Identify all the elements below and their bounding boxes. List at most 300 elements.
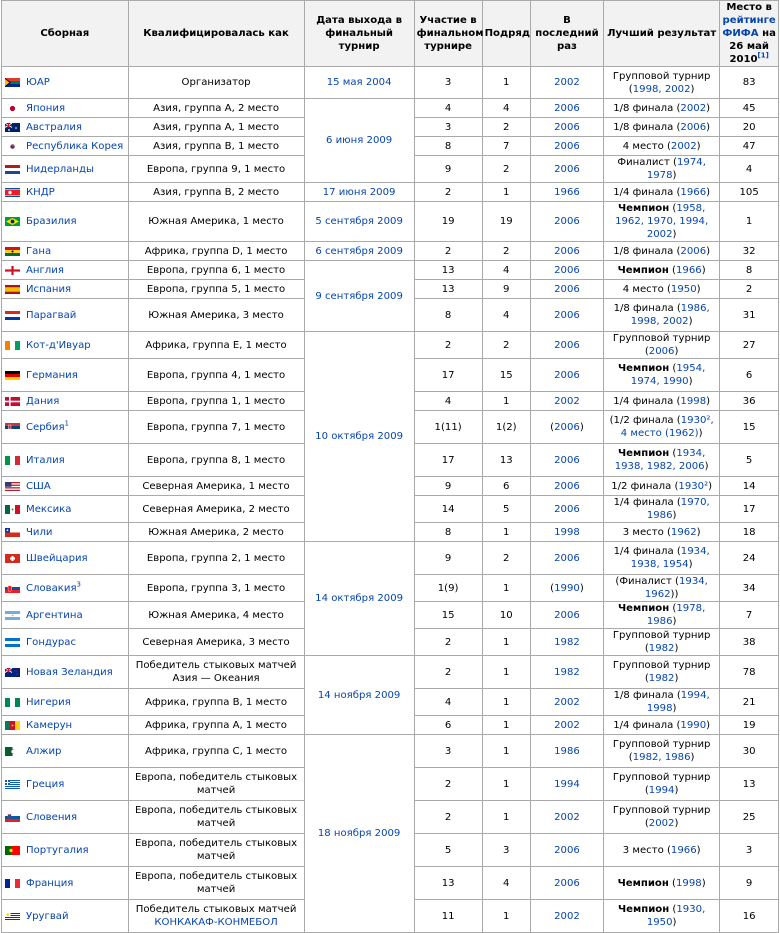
team-link[interactable]: Кот-д'Ивуар <box>26 339 91 351</box>
qualification-cell <box>128 900 304 933</box>
last-appearance-cell <box>530 359 603 392</box>
streak-cell: 1 <box>482 689 530 716</box>
team-link[interactable]: Япония <box>26 102 66 114</box>
streak-cell: 13 <box>482 444 530 477</box>
team-footnote[interactable]: 1 <box>64 419 69 428</box>
last-appearance-cell <box>530 867 603 900</box>
qualification-date-cell <box>304 67 414 99</box>
last-appearance-link[interactable]: 2006 <box>554 121 580 133</box>
streak-cell: 1 <box>482 768 530 801</box>
team-link[interactable]: Парагвай <box>26 309 77 321</box>
flag-au-icon <box>5 123 22 134</box>
best-result-years[interactable]: 1966 <box>670 844 697 856</box>
best-result-cell: Чемпион (1934, 1938, 1982, 2006) <box>604 444 720 477</box>
best-result-years[interactable]: 1994 <box>648 785 675 796</box>
qualification-text: Азия, группа А, 2 место <box>153 102 280 114</box>
appearances-cell: 9 <box>414 156 482 183</box>
qualification-cell <box>128 602 304 629</box>
best-result-years[interactable]: 1934, 1938, 1982, 2006 <box>614 448 706 472</box>
qualification-cell <box>128 280 304 299</box>
header-last-appearance: В последний раз <box>530 1 603 67</box>
team-link[interactable]: КНДР <box>26 186 55 198</box>
best-result-label: 1/8 финала ( <box>613 121 681 133</box>
team-cell <box>2 280 129 299</box>
best-result-label: 3 место ( <box>622 526 671 538</box>
appearances-cell: 3 <box>414 67 482 99</box>
flag-br-icon <box>5 217 22 228</box>
best-result-label: 1/8 финала ( <box>613 245 681 257</box>
qualification-text: Южная Америка, 3 место <box>148 309 284 321</box>
qualification-date-cell <box>304 656 414 735</box>
qualification-cell <box>128 411 304 444</box>
best-result-cell: Чемпион (1998) <box>604 867 720 900</box>
best-result-years[interactable]: 1998, 2002 <box>632 83 691 95</box>
qualification-text: Африка, группа B, 1 место <box>145 696 287 708</box>
last-appearance-link[interactable]: 2006 <box>554 283 580 295</box>
best-result-years[interactable]: 1950 <box>670 283 697 295</box>
qualification-cell <box>128 801 304 834</box>
team-cell <box>2 768 129 801</box>
last-appearance-cell <box>530 542 603 575</box>
best-result-cell: 4 место (1950) <box>604 280 720 299</box>
best-result-years[interactable]: 1978, 1986 <box>646 603 706 627</box>
team-cell <box>2 202 129 242</box>
qualification-date-cell <box>304 542 414 656</box>
last-appearance-link[interactable]: 2002 <box>554 719 580 731</box>
qualification-date-link[interactable]: 5 сентября 2009 <box>315 216 403 227</box>
best-result-label: Групповой турнир ( <box>612 660 711 684</box>
last-appearance-link[interactable]: 2006 <box>554 503 580 515</box>
last-appearance-link[interactable]: 2006 <box>554 245 580 257</box>
qualification-text: Европа, победитель стыковых матчей <box>135 871 298 895</box>
table-body <box>2 67 779 933</box>
qualification-cell <box>128 768 304 801</box>
last-appearance-cell <box>530 332 603 359</box>
qualification-cell <box>128 444 304 477</box>
qualification-date-link[interactable]: 9 сентября 2009 <box>315 290 403 302</box>
best-result-years[interactable]: 1986, 1998, 2002 <box>630 303 710 327</box>
flag-fr-icon <box>5 879 22 890</box>
team-cell <box>2 299 129 332</box>
best-result-years[interactable]: 1990 <box>680 719 707 731</box>
streak-cell: 1 <box>482 716 530 735</box>
rank-header-date: на 26 май 2010 <box>729 28 776 65</box>
flag-gr-icon <box>5 780 22 791</box>
fifa-rank-cell: 83 <box>720 67 779 99</box>
best-result-cell: Групповой турнир (1982) <box>604 656 720 689</box>
team-cell <box>2 867 129 900</box>
team-link[interactable]: Греция <box>26 778 65 790</box>
qualification-text: Африка, группа A, 1 место <box>145 719 287 731</box>
team-cell <box>2 735 129 768</box>
appearances-cell: 3 <box>414 118 482 137</box>
header-qualification: Квалифицировалась как <box>128 1 304 67</box>
qualification-text: Африка, группа E, 1 место <box>145 339 287 351</box>
best-result-years[interactable]: 2002 <box>648 818 675 829</box>
qualification-date-cell <box>304 242 414 261</box>
best-result-years[interactable]: 2002 <box>680 102 707 114</box>
qualification-date-cell <box>304 99 414 183</box>
appearances-cell: 4 <box>414 689 482 716</box>
team-link[interactable]: Италия <box>26 454 65 466</box>
streak-cell: 1 <box>482 801 530 834</box>
best-result-label: Групповой турнир ( <box>612 739 711 763</box>
table-row <box>2 332 779 359</box>
table-row <box>2 67 779 99</box>
last-appearance-link[interactable]: 2002 <box>554 910 580 922</box>
flag-ng-icon <box>5 698 22 709</box>
best-result-cell: 1/8 финала (2006) <box>604 242 720 261</box>
appearances-cell: 2 <box>414 629 482 656</box>
best-result-years[interactable]: 2006 <box>680 121 707 133</box>
streak-cell: 2 <box>482 332 530 359</box>
qualification-cell <box>128 156 304 183</box>
best-result-years[interactable]: 1982, 1986 <box>632 752 691 763</box>
streak-cell: 6 <box>482 477 530 496</box>
last-appearance-link[interactable]: 1986 <box>554 745 580 757</box>
fifa-rank-cell: 105 <box>720 183 779 202</box>
best-result-years[interactable]: 1930², 4 место (1962) <box>620 415 714 439</box>
qualification-date-link[interactable]: 18 ноября 2009 <box>317 828 401 839</box>
best-result-cell: Чемпион (1966) <box>604 261 720 280</box>
qualification-text: Европа, группа 1, 1 место <box>146 395 286 407</box>
fifa-rank-cell: 25 <box>720 801 779 834</box>
header-team: Сборная <box>2 1 129 67</box>
flag-za-icon <box>5 78 22 89</box>
best-result-cell: 1/8 финала (2002) <box>604 99 720 118</box>
best-result-years[interactable]: 1934, 1938, 1954 <box>630 546 710 570</box>
team-link[interactable]: ЮАР <box>26 77 50 88</box>
team-link[interactable]: Швейцария <box>26 552 88 564</box>
team-link[interactable]: Дания <box>26 395 60 407</box>
team-link[interactable]: Гана <box>26 245 52 257</box>
last-appearance-link[interactable]: 2006 <box>554 421 580 433</box>
streak-cell: 4 <box>482 867 530 900</box>
best-result-years[interactable]: 1962 <box>670 526 697 538</box>
last-appearance-link[interactable]: 1994 <box>554 778 580 790</box>
best-result-years[interactable]: 1982 <box>648 673 675 684</box>
best-result-years[interactable]: 1994, 1998 <box>646 690 710 714</box>
streak-cell: 2 <box>482 242 530 261</box>
last-appearance-cell <box>530 280 603 299</box>
table-row <box>2 735 779 768</box>
qualification-cell <box>128 202 304 242</box>
best-result-years[interactable]: 1982 <box>648 643 675 654</box>
best-result-years[interactable]: 1958, 1962, 1970, 1994, 2002 <box>615 203 709 240</box>
fifa-rank-cell: 6 <box>720 359 779 392</box>
best-result-years[interactable]: 2006 <box>680 245 707 257</box>
last-appearance-link[interactable]: 2006 <box>554 163 580 175</box>
table-row <box>2 202 779 242</box>
team-link[interactable]: Словения <box>26 811 78 823</box>
qualification-date-link[interactable]: 17 июня 2009 <box>322 186 396 198</box>
qualification-text: Южная Америка, 2 место <box>148 526 284 538</box>
team-link[interactable]: Нигерия <box>26 696 71 708</box>
qualification-text: Европа, группа 3, 1 место <box>146 582 286 594</box>
team-link[interactable]: Республика Корея <box>26 140 124 152</box>
last-appearance-link[interactable]: 2002 <box>554 811 580 823</box>
last-appearance-cell <box>530 183 603 202</box>
last-appearance-cell <box>530 242 603 261</box>
last-appearance-cell <box>530 299 603 332</box>
table-row <box>2 242 779 261</box>
best-result-years[interactable]: 2002 <box>670 140 697 152</box>
fifa-rank-cell: 1 <box>720 202 779 242</box>
fifa-rank-cell: 24 <box>720 542 779 575</box>
flag-gh-icon <box>5 247 22 258</box>
flag-uy-icon <box>5 912 22 923</box>
last-appearance-cell <box>530 67 603 99</box>
best-result-years[interactable]: 1970, 1986 <box>646 497 710 521</box>
qualification-cell <box>128 689 304 716</box>
qualification-date-cell <box>304 332 414 542</box>
best-result-years[interactable]: 1934, 1962 <box>644 576 708 600</box>
best-result-cell: Групповой турнир (1994) <box>604 768 720 801</box>
last-appearance-cell <box>530 629 603 656</box>
team-cell <box>2 496 129 523</box>
last-appearance-link[interactable]: 2002 <box>554 77 580 88</box>
fifa-rank-cell: 19 <box>720 716 779 735</box>
qualification-cell <box>128 575 304 602</box>
team-cell <box>2 242 129 261</box>
last-appearance-link[interactable]: 1990 <box>554 582 580 594</box>
last-appearance-link[interactable]: 2006 <box>554 480 580 492</box>
best-result-years[interactable]: 1974, 1978 <box>646 157 706 181</box>
header-streak: Подряд <box>482 1 530 67</box>
team-link[interactable]: Гондурас <box>26 636 77 648</box>
qualification-text: Южная Америка, 4 место <box>148 609 284 621</box>
best-result-label: Групповой турнир ( <box>612 805 711 829</box>
team-link[interactable]: Чили <box>26 526 53 538</box>
best-result-years[interactable]: 1954, 1974, 1990 <box>630 363 706 387</box>
best-result-cell: 1/4 финала (1990) <box>604 716 720 735</box>
flag-nz-icon <box>5 668 22 679</box>
streak-cell: 2 <box>482 542 530 575</box>
last-appearance-link[interactable]: 2006 <box>554 844 580 856</box>
team-link[interactable]: Нидерланды <box>26 163 94 175</box>
streak-cell: 1 <box>482 67 530 99</box>
last-appearance-link[interactable]: 2006 <box>554 552 580 564</box>
best-result-label: Чемпион <box>617 264 669 276</box>
fifa-rank-cell: 2 <box>720 280 779 299</box>
flag-es-icon <box>5 285 22 296</box>
qualification-date-link[interactable]: 15 мая 2004 <box>326 77 392 88</box>
rank-header-prefix: Место в <box>726 2 772 13</box>
qualification-date-cell <box>304 261 414 332</box>
header-best-result: Лучший результат <box>604 1 720 67</box>
best-result-label: 1/4 финала ( <box>613 719 681 731</box>
flag-ci-icon <box>5 341 22 352</box>
best-result-years[interactable]: 2006 <box>648 346 675 357</box>
last-appearance-link[interactable]: 1982 <box>554 666 580 678</box>
team-cell <box>2 137 129 156</box>
qualification-date-link[interactable]: 14 ноября 2009 <box>317 689 401 701</box>
flag-dz-icon <box>5 747 22 758</box>
team-cell <box>2 183 129 202</box>
team-cell <box>2 900 129 933</box>
team-link[interactable]: Франция <box>26 877 74 889</box>
appearances-cell: 15 <box>414 602 482 629</box>
flag-sk-icon <box>5 584 22 595</box>
last-appearance-link[interactable]: 2006 <box>554 877 580 889</box>
team-cell <box>2 99 129 118</box>
team-link[interactable]: Австралия <box>26 121 82 133</box>
best-result-label: Групповой турнир ( <box>612 772 711 796</box>
best-result-cell: 3 место (1962) <box>604 523 720 542</box>
best-result-cell: 3 место (1966) <box>604 834 720 867</box>
appearances-cell: 17 <box>414 444 482 477</box>
last-appearance-cell <box>530 496 603 523</box>
streak-cell: 9 <box>482 280 530 299</box>
flag-en-icon <box>5 266 22 277</box>
best-result-cell: Групповой турнир (1982) <box>604 629 720 656</box>
qualification-link[interactable]: КОНКАКАФ-КОНМЕБОЛ <box>154 917 278 928</box>
team-link[interactable]: Уругвай <box>26 910 69 922</box>
team-link[interactable]: Мексика <box>26 503 72 515</box>
team-cell <box>2 332 129 359</box>
streak-cell: 4 <box>482 99 530 118</box>
qualification-text: Победитель стыковых матчей <box>135 904 297 915</box>
streak-cell: 7 <box>482 137 530 156</box>
appearances-cell: 8 <box>414 299 482 332</box>
qualification-text: Африка, группа D, 1 место <box>144 245 288 257</box>
appearances-cell: 2 <box>414 183 482 202</box>
qualification-cell <box>128 716 304 735</box>
team-link[interactable]: Алжир <box>26 745 62 757</box>
team-cell <box>2 801 129 834</box>
best-result-cell: Групповой турнир (2006) <box>604 332 720 359</box>
team-link[interactable]: Словакия <box>26 582 77 594</box>
best-result-cell: Чемпион (1978, 1986) <box>604 602 720 629</box>
best-result-label: 1/2 финала ( <box>611 480 679 492</box>
appearances-cell: 1(11) <box>414 411 482 444</box>
last-appearance-link[interactable]: 2006 <box>554 454 580 466</box>
last-appearance-cell <box>530 444 603 477</box>
team-footnote[interactable]: 3 <box>76 580 82 589</box>
qualification-date-link[interactable]: 10 октября 2009 <box>315 431 404 442</box>
qualification-cell <box>128 542 304 575</box>
best-result-label: Групповой турнир ( <box>612 630 711 654</box>
team-link[interactable]: Испания <box>26 283 72 295</box>
team-link[interactable]: Камерун <box>26 719 73 731</box>
team-cell <box>2 118 129 137</box>
team-cell <box>2 156 129 183</box>
fifa-rank-cell: 13 <box>720 768 779 801</box>
table-row <box>2 183 779 202</box>
appearances-cell: 3 <box>414 735 482 768</box>
table-row <box>2 656 779 689</box>
flag-ar-icon <box>5 611 22 622</box>
last-appearance-link[interactable]: 2006 <box>554 140 580 152</box>
team-link[interactable]: Аргентина <box>26 609 83 621</box>
team-link[interactable]: Германия <box>26 369 78 381</box>
streak-cell: 10 <box>482 602 530 629</box>
last-appearance-link[interactable]: 2002 <box>554 696 580 708</box>
best-result-cell: Групповой турнир (2002) <box>604 801 720 834</box>
team-cell <box>2 689 129 716</box>
last-appearance-cell <box>530 261 603 280</box>
best-result-cell: (1/2 финала (1930², 4 место (1962)) <box>604 411 720 444</box>
last-appearance-link[interactable]: 1982 <box>554 636 580 648</box>
fifa-ranking-link[interactable]: рейтинге ФИФА <box>722 15 776 39</box>
team-link[interactable]: Новая Зеландия <box>26 666 113 678</box>
header-qualification-date: Дата выхода в финальный турнир <box>304 1 414 67</box>
last-appearance-cell <box>530 477 603 496</box>
team-link[interactable]: Португалия <box>26 844 89 856</box>
fifa-rank-cell: 27 <box>720 332 779 359</box>
qualification-date-link[interactable]: 6 июня 2009 <box>325 135 393 146</box>
best-result-years[interactable]: 1998 <box>676 877 702 889</box>
flag-cm-icon <box>5 721 22 732</box>
best-result-label: (1/2 финала ( <box>609 415 681 426</box>
qualification-date-link[interactable]: 14 октября 2009 <box>315 593 404 604</box>
last-appearance-link[interactable]: 1998 <box>554 526 580 538</box>
last-appearance-link[interactable]: 2006 <box>554 264 580 276</box>
streak-cell: 3 <box>482 834 530 867</box>
appearances-cell: 2 <box>414 242 482 261</box>
rank-ref[interactable]: [1] <box>757 51 769 60</box>
best-result-label: Чемпион <box>618 448 670 459</box>
team-link[interactable]: Бразилия <box>26 216 77 227</box>
best-result-years[interactable]: 1930, 1950 <box>646 904 706 928</box>
last-appearance-link[interactable]: 2002 <box>554 395 580 407</box>
fifa-rank-cell: 21 <box>720 689 779 716</box>
best-result-years[interactable]: 1966 <box>680 186 707 198</box>
appearances-cell: 2 <box>414 332 482 359</box>
fifa-rank-cell: 9 <box>720 867 779 900</box>
streak-cell: 1 <box>482 900 530 933</box>
best-result-label: 1/4 финала ( <box>613 395 681 407</box>
last-appearance-link[interactable]: 2006 <box>554 609 580 621</box>
streak-cell: 1 <box>482 183 530 202</box>
last-appearance-link[interactable]: 1966 <box>554 186 580 198</box>
qualification-date-cell <box>304 735 414 933</box>
flag-mx-icon <box>5 505 22 516</box>
best-result-cell: 1/2 финала (1930²) <box>604 477 720 496</box>
streak-cell: 1 <box>482 629 530 656</box>
team-cell <box>2 656 129 689</box>
last-appearance-link[interactable]: 2006 <box>554 216 580 227</box>
qualification-cell <box>128 656 304 689</box>
flag-si-icon <box>5 813 22 824</box>
team-link[interactable]: Англия <box>26 264 64 276</box>
qualification-cell <box>128 332 304 359</box>
last-appearance-cell <box>530 118 603 137</box>
team-link[interactable]: Сербия <box>26 421 65 433</box>
last-appearance-link[interactable]: 2006 <box>554 102 580 114</box>
last-appearance-link[interactable]: 2006 <box>554 309 580 321</box>
qualification-date-link[interactable]: 6 сентября 2009 <box>315 245 403 257</box>
qualification-cell <box>128 299 304 332</box>
best-result-years[interactable]: 1998 <box>680 395 707 407</box>
team-link[interactable]: США <box>26 480 51 492</box>
qualification-cell <box>128 867 304 900</box>
last-appearance-link[interactable]: 2006 <box>554 339 580 351</box>
qualification-cell <box>128 629 304 656</box>
fifa-rank-cell: 78 <box>720 656 779 689</box>
streak-cell: 1 <box>482 392 530 411</box>
best-result-cell: 1/4 финала (1998) <box>604 392 720 411</box>
flag-py-icon <box>5 311 22 322</box>
fifa-rank-cell: 8 <box>720 261 779 280</box>
qualification-text: Европа, победитель стыковых матчей <box>135 838 298 862</box>
best-result-years[interactable]: 1966 <box>676 264 702 276</box>
fifa-rank-cell: 14 <box>720 477 779 496</box>
last-appearance-cell <box>530 137 603 156</box>
qualification-text: Европа, группа 2, 1 место <box>146 552 286 564</box>
last-appearance-link[interactable]: 2006 <box>554 369 580 381</box>
best-result-years[interactable]: 1930² <box>678 480 709 492</box>
